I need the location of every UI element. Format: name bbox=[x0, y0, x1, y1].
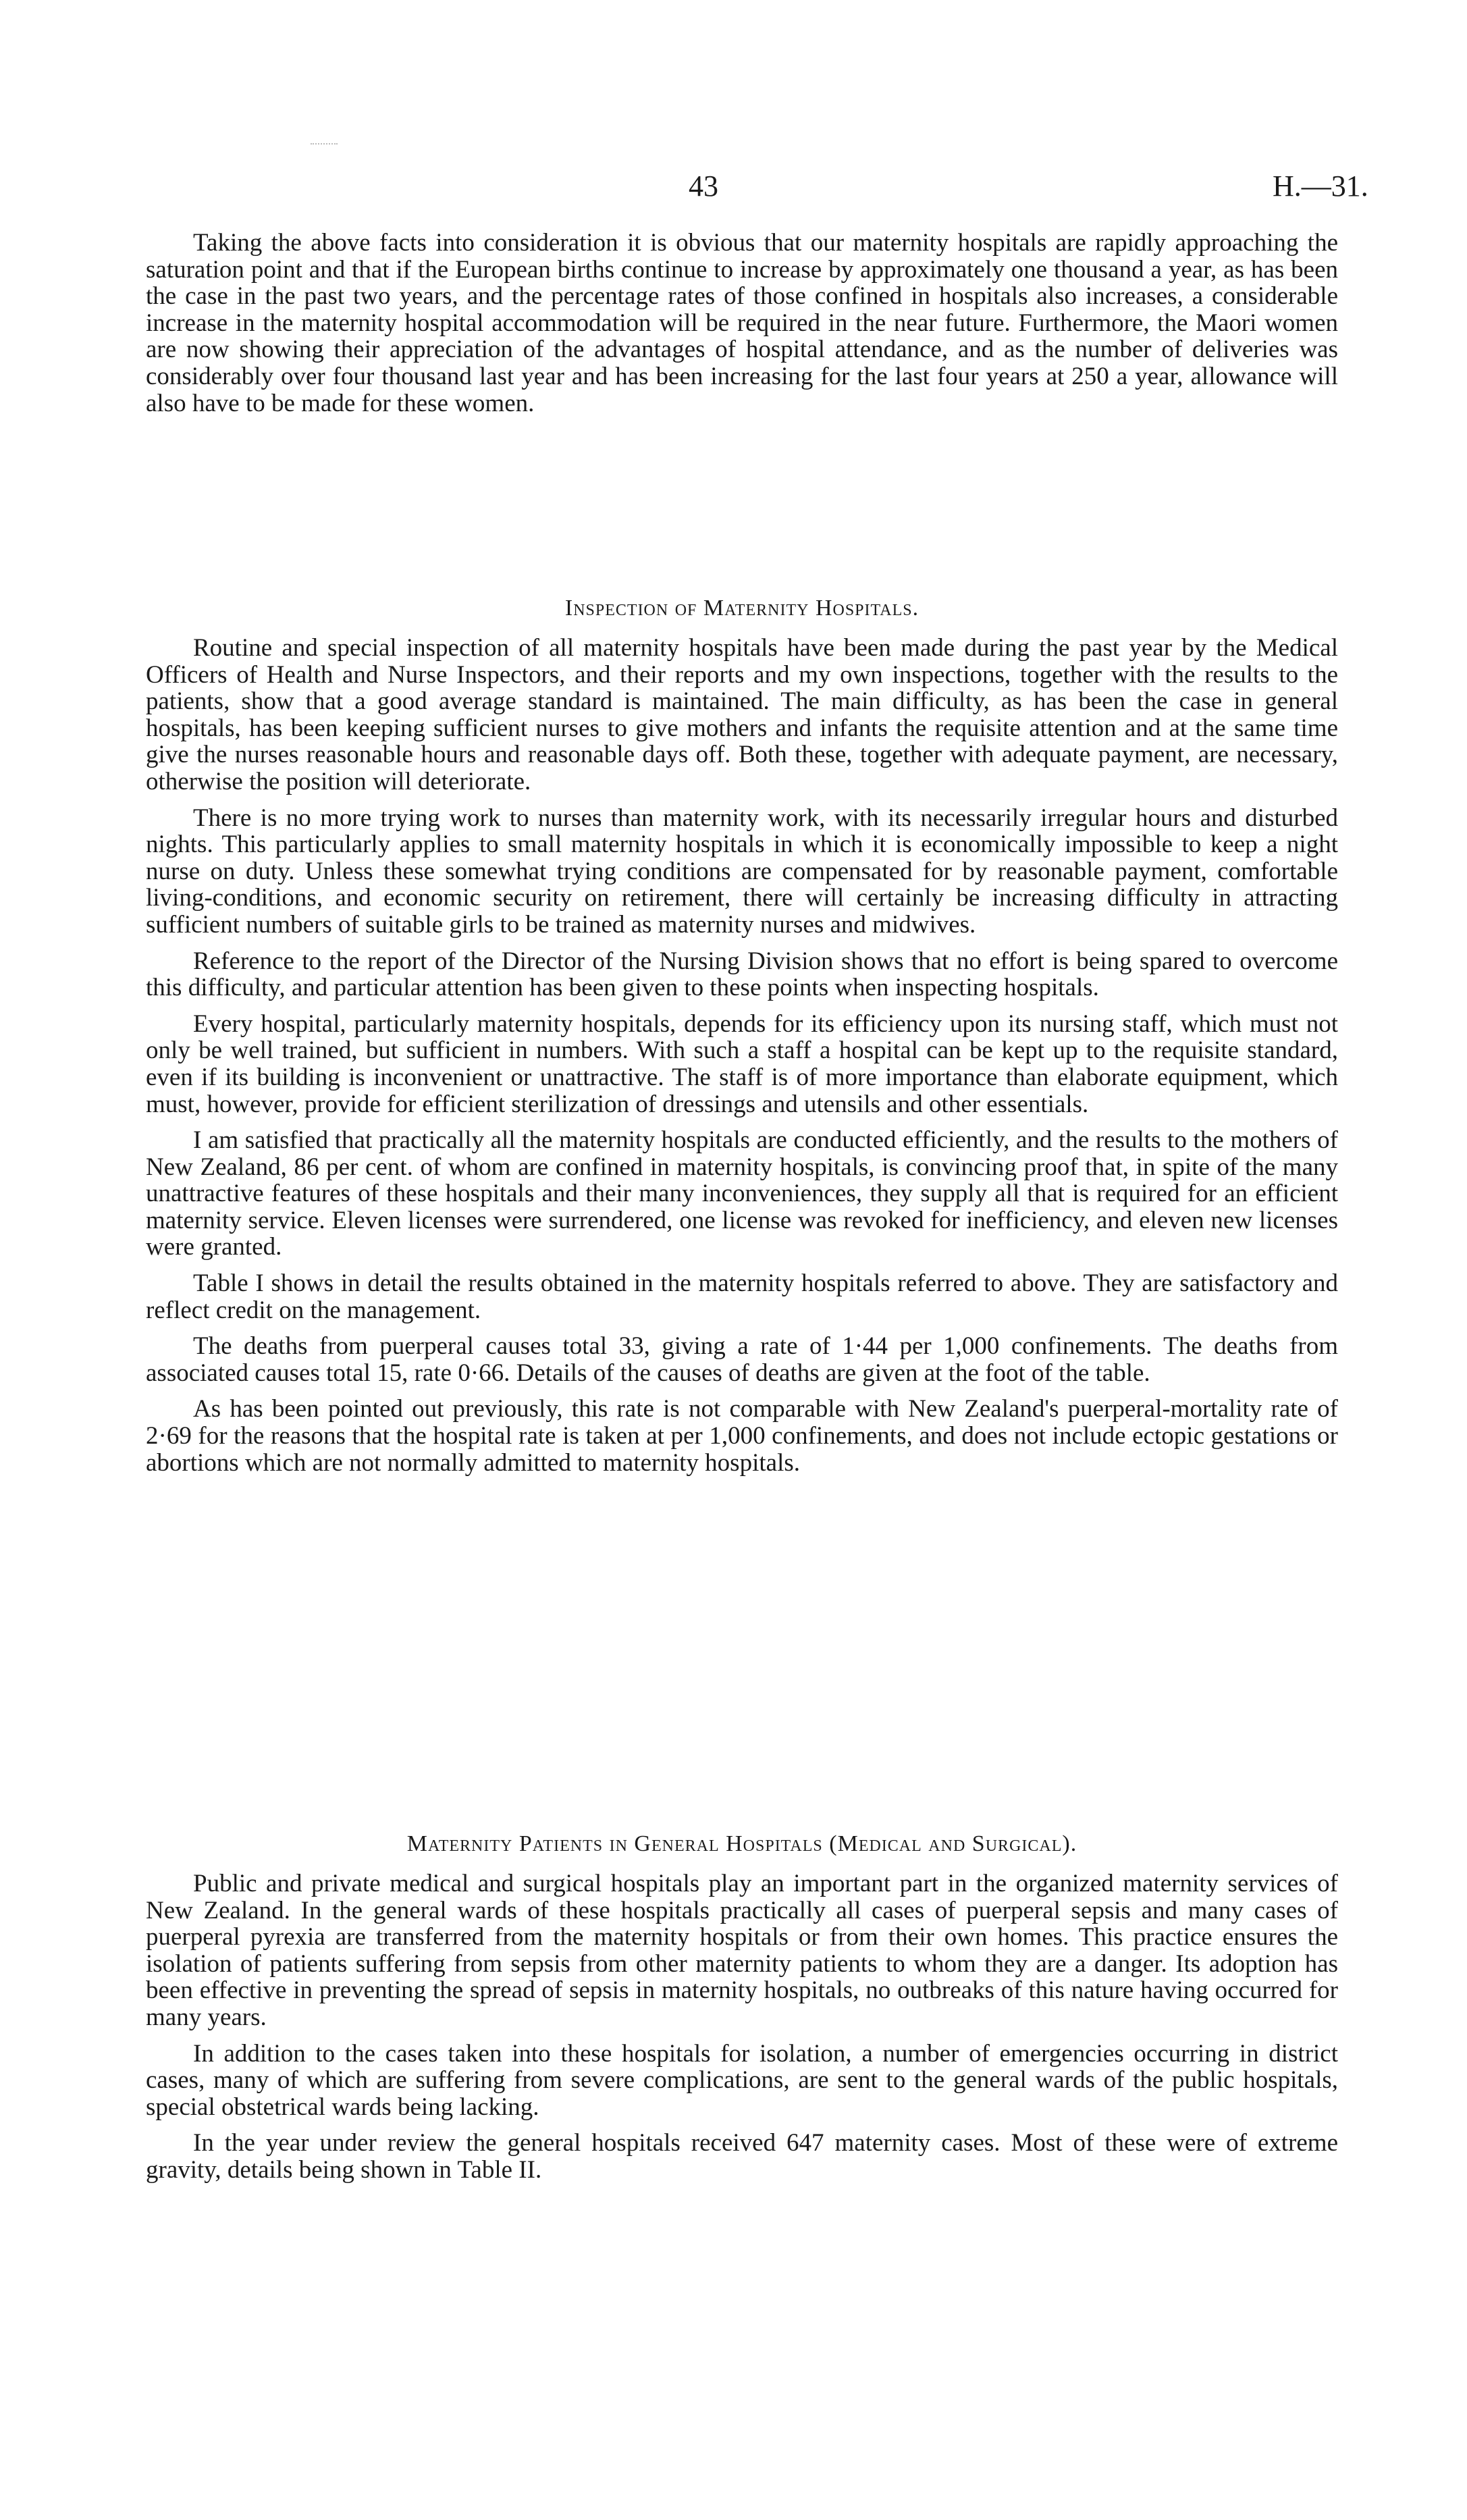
scan-specks bbox=[311, 143, 338, 147]
paragraph: Routine and special inspection of all maternity hospitals have been made during the past year by the Medical Officers of Health and Nurse Inspectors, and their reports and my own inspections, together with the results to the patients, show that a good average standard is maintained. The main difficulty, as has been the case in general hospitals, has been keeping sufficient nurses to give mothers and infants the requisite attention and at the same time give the nurses reasonable hours and reasonable days off. Both these, together with adequate payment, are necessary, otherwise the position will deteriorate. bbox=[146, 634, 1338, 795]
paragraph: Reference to the report of the Director of the Nursing Division shows that no effort is being spared to overcome this difficulty, and particular attention has been given to these points when inspecting hospitals. bbox=[146, 947, 1338, 1002]
paragraph: Taking the above facts into consideration it is obvious that our maternity hospitals are rapidly approaching the saturation point and that if the European births continue to increase by approximately one thousand a year, as has been the case in the past two years, and the percentage rates of those confined in hospitals also increases, a considerable increase in the maternity hospital accommodation will be required in the near future. Furthermore, the Maori women are now showing their appreciation of the advantages of hospital attendance, and as the number of deliveries was considerably over four thousand last year and has been increasing for the last four years at 250 a year, allowance will also have to be made for these women. bbox=[146, 229, 1338, 417]
paragraph: Public and private medical and surgical hospitals play an important part in the organized maternity services of New Zealand. In the general wards of these hospitals practically all cases of puerperal sepsis and many cases of puerperal pyrexia are transferred from the maternity hospitals or from their own homes. This practice ensures the isolation of patients suffering from sepsis from other maternity patients to whom they are a danger. Its adoption has been effective in preventing the spread of sepsis in maternity hospitals, no outbreaks of this nature having occurred for many years. bbox=[146, 1870, 1338, 2031]
paragraph: In addition to the cases taken into these hospitals for isolation, a number of emergencies occurring in district cases, many of which are suffering from severe complications, are sent to the general wards of the public hospitals, special obstetrical wards being lacking. bbox=[146, 2039, 1338, 2121]
paragraph: Every hospital, particularly maternity hospitals, depends for its efficiency upon its nursing staff, which must not only be well trained, but sufficient in numbers. With such a staff a hospital can be kept up to the requisite standard, even if its building is inconvenient or unattractive. The staff is of more importance than elaborate equipment, which must, however, provide for efficient sterilization of dressings and utensils and other essentials. bbox=[146, 1009, 1338, 1118]
section-heading-general-hospitals: Maternity Patients in General Hospitals (Medical and Surgical). bbox=[406, 1831, 1077, 1856]
page-number: 43 bbox=[689, 169, 718, 203]
paragraph: The deaths from puerperal causes total 33, giving a rate of 1·44 per 1,000 confinements. The deaths from associated causes total 15, rate 0·66. Details of the causes of deaths are given at the foot of the table. bbox=[146, 1332, 1338, 1387]
paragraph: There is no more trying work to nurses than maternity work, with its necessarily irregular hours and disturbed nights. This particularly applies to small maternity hospitals in which it is economically impossible to keep a night nurse on duty. Unless these somewhat trying conditions are compensated for by reasonable payment, comfortable living-conditions, and economic security on retirement, there will certainly be increasing difficulty in attracting sufficient numbers of suitable girls to be trained as maternity nurses and midwives. bbox=[146, 804, 1338, 939]
general-hospitals-section bbox=[146, 1870, 1338, 2193]
paragraph: Table I shows in detail the results obtained in the maternity hospitals referred to above. They are satisfactory and reflect credit on the management. bbox=[146, 1269, 1338, 1324]
paragraph: In the year under review the general hospitals received 647 maternity cases. Most of these were of extreme gravity, details being shown in Table II. bbox=[146, 2129, 1338, 2184]
inspection-section bbox=[146, 635, 1338, 1486]
paragraph: I am satisfied that practically all the maternity hospitals are conducted efficiently, and the results to the mothers of New Zealand, 86 per cent. of whom are confined in maternity hospitals, is convincing proof that, in spite of the many unattractive features of these hospitals and their many inconveniences, they supply all that is required for an efficient maternity service. Eleven licenses were surrendered, one license was revoked for inefficiency, and eleven new licenses were granted. bbox=[146, 1126, 1338, 1261]
paragraph: As has been pointed out previously, this rate is not comparable with New Zealand's puerperal-mortality rate of 2·69 for the reasons that the hospital rate is taken at per 1,000 confinements, and does not include ectopic gestations or abortions which are not normally admitted to maternity hospitals. bbox=[146, 1395, 1338, 1477]
section-heading-inspection: Inspection of Maternity Hospitals. bbox=[564, 596, 919, 621]
document-reference: H.—31. bbox=[1273, 169, 1368, 203]
intro-section bbox=[146, 230, 1338, 426]
